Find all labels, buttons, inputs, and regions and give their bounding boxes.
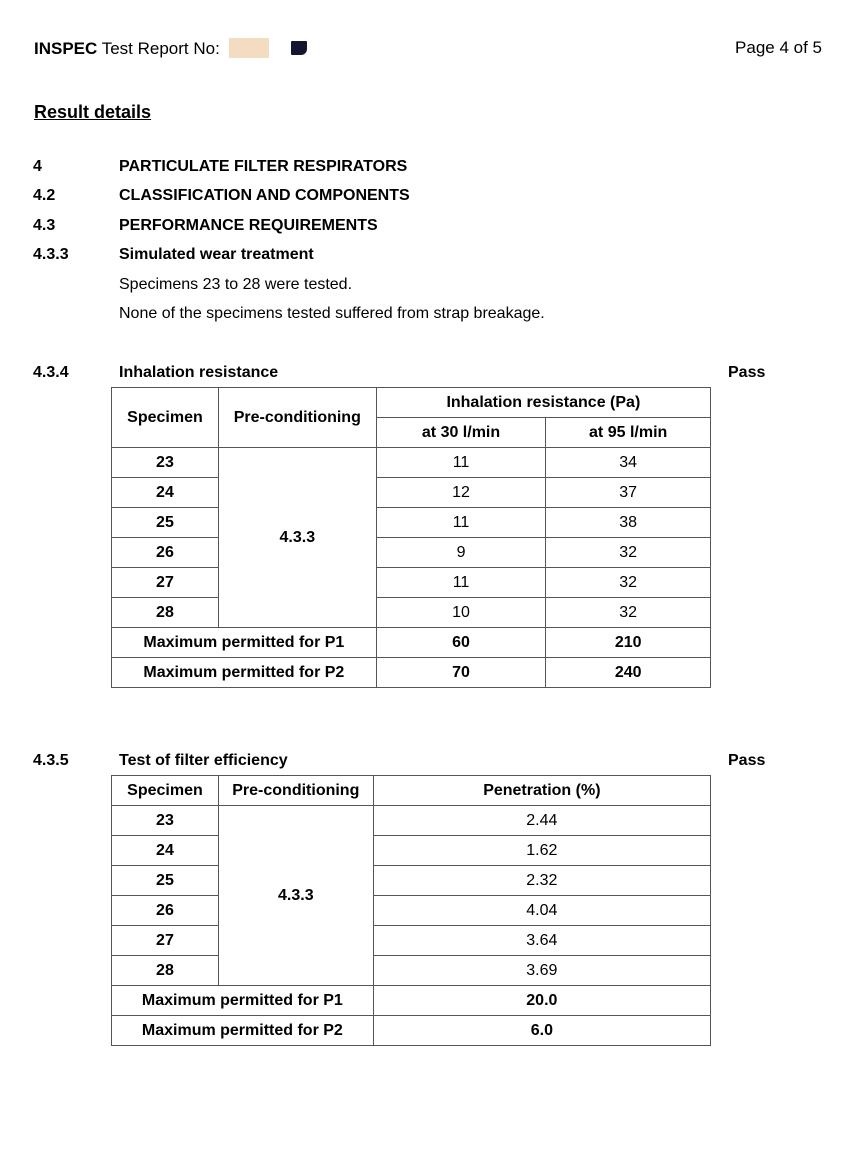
column-header-specimen: Specimen: [112, 776, 219, 806]
value-cell: 32: [546, 598, 711, 628]
value-cell: 32: [546, 538, 711, 568]
section-title: PARTICULATE FILTER RESPIRATORS: [119, 158, 408, 175]
value-cell: 32: [546, 568, 711, 598]
value-cell: 34: [546, 448, 711, 478]
section-title: PERFORMANCE REQUIREMENTS: [119, 217, 378, 234]
table-row: [112, 926, 711, 956]
specimen-cell: 26: [112, 538, 219, 568]
value-cell: 3.64: [373, 926, 710, 956]
specimen-cell: 24: [112, 836, 219, 866]
limit-label: Maximum permitted for P1: [112, 986, 374, 1016]
inhalation-result-badge: Pass: [728, 364, 766, 381]
specimen-cell: 25: [112, 866, 219, 896]
section-number: 4.3.5: [33, 752, 69, 769]
value-cell: 4.04: [373, 896, 710, 926]
limit-row: [112, 986, 711, 1016]
report-number-label: Test Report No:: [101, 39, 220, 58]
limit-row: [112, 628, 711, 658]
value-cell: 11: [376, 448, 546, 478]
limit-value: 20.0: [373, 986, 710, 1016]
specimen-cell: 23: [112, 448, 219, 478]
section-number: 4: [33, 158, 42, 175]
column-header-30: at 30 l/min: [376, 418, 546, 448]
value-cell: 11: [376, 508, 546, 538]
table-row: [112, 806, 711, 836]
limit-label: Maximum permitted for P1: [112, 628, 377, 658]
table-row: [112, 508, 711, 538]
column-header-preconditioning: Pre-conditioning: [218, 388, 376, 448]
section-number: 4.2: [33, 187, 56, 204]
column-header-inhalation-group: Inhalation resistance (Pa): [376, 388, 710, 418]
specimen-cell: 23: [112, 806, 219, 836]
value-cell: 1.62: [373, 836, 710, 866]
section-number: 4.3: [33, 217, 56, 234]
table-row: [112, 866, 711, 896]
redacted-mark: [291, 41, 307, 55]
table-row: [112, 956, 711, 986]
report-header: [34, 38, 307, 59]
specimen-cell: 27: [112, 926, 219, 956]
wear-text-line: Specimens 23 to 28 were tested.: [119, 276, 353, 293]
value-cell: 37: [546, 478, 711, 508]
section-title: Test of filter efficiency: [119, 752, 288, 769]
section-title: CLASSIFICATION AND COMPONENTS: [119, 187, 410, 204]
column-header-preconditioning: Pre-conditioning: [218, 776, 373, 806]
value-cell: 10: [376, 598, 546, 628]
limit-value: 210: [546, 628, 711, 658]
limit-label: Maximum permitted for P2: [112, 658, 377, 688]
filter-result-badge: Pass: [728, 752, 766, 769]
specimen-cell: 25: [112, 508, 219, 538]
redacted-block: [229, 38, 269, 58]
result-details-heading: Result details: [34, 102, 152, 122]
section-number: 4.3.4: [33, 364, 69, 381]
column-header-95: at 95 l/min: [546, 418, 711, 448]
preconditioning-cell: 4.3.3: [218, 448, 376, 628]
limit-value: 60: [376, 628, 546, 658]
wear-text-line: None of the specimens tested suffered from strap breakage.: [119, 305, 545, 322]
specimen-cell: 27: [112, 568, 219, 598]
value-cell: 9: [376, 538, 546, 568]
filter-efficiency-table: [111, 775, 711, 1046]
page-number: Page 4 of 5: [735, 38, 822, 57]
table-row: [112, 568, 711, 598]
section-title: Simulated wear treatment: [119, 246, 314, 263]
table-row: [112, 896, 711, 926]
limit-value: 6.0: [373, 1016, 710, 1046]
preconditioning-cell: 4.3.3: [218, 806, 373, 986]
section-number: 4.3.3: [33, 246, 69, 263]
section-title: Inhalation resistance: [119, 364, 279, 381]
table-row: [112, 538, 711, 568]
specimen-cell: 28: [112, 956, 219, 986]
limit-label: Maximum permitted for P2: [112, 1016, 374, 1046]
table-row: [112, 598, 711, 628]
limit-row: [112, 1016, 711, 1046]
specimen-cell: 28: [112, 598, 219, 628]
value-cell: 2.32: [373, 866, 710, 896]
column-header-penetration: Penetration (%): [373, 776, 710, 806]
limit-value: 70: [376, 658, 546, 688]
value-cell: 3.69: [373, 956, 710, 986]
inhalation-table: [111, 387, 711, 688]
brand-name: INSPEC: [34, 39, 98, 58]
limit-value: 240: [546, 658, 711, 688]
value-cell: 11: [376, 568, 546, 598]
value-cell: 2.44: [373, 806, 710, 836]
limit-row: [112, 658, 711, 688]
value-cell: 38: [546, 508, 711, 538]
table-row: [112, 836, 711, 866]
specimen-cell: 26: [112, 896, 219, 926]
specimen-cell: 24: [112, 478, 219, 508]
value-cell: 12: [376, 478, 546, 508]
table-row: [112, 478, 711, 508]
column-header-specimen: Specimen: [112, 388, 219, 448]
table-row: [112, 448, 711, 478]
